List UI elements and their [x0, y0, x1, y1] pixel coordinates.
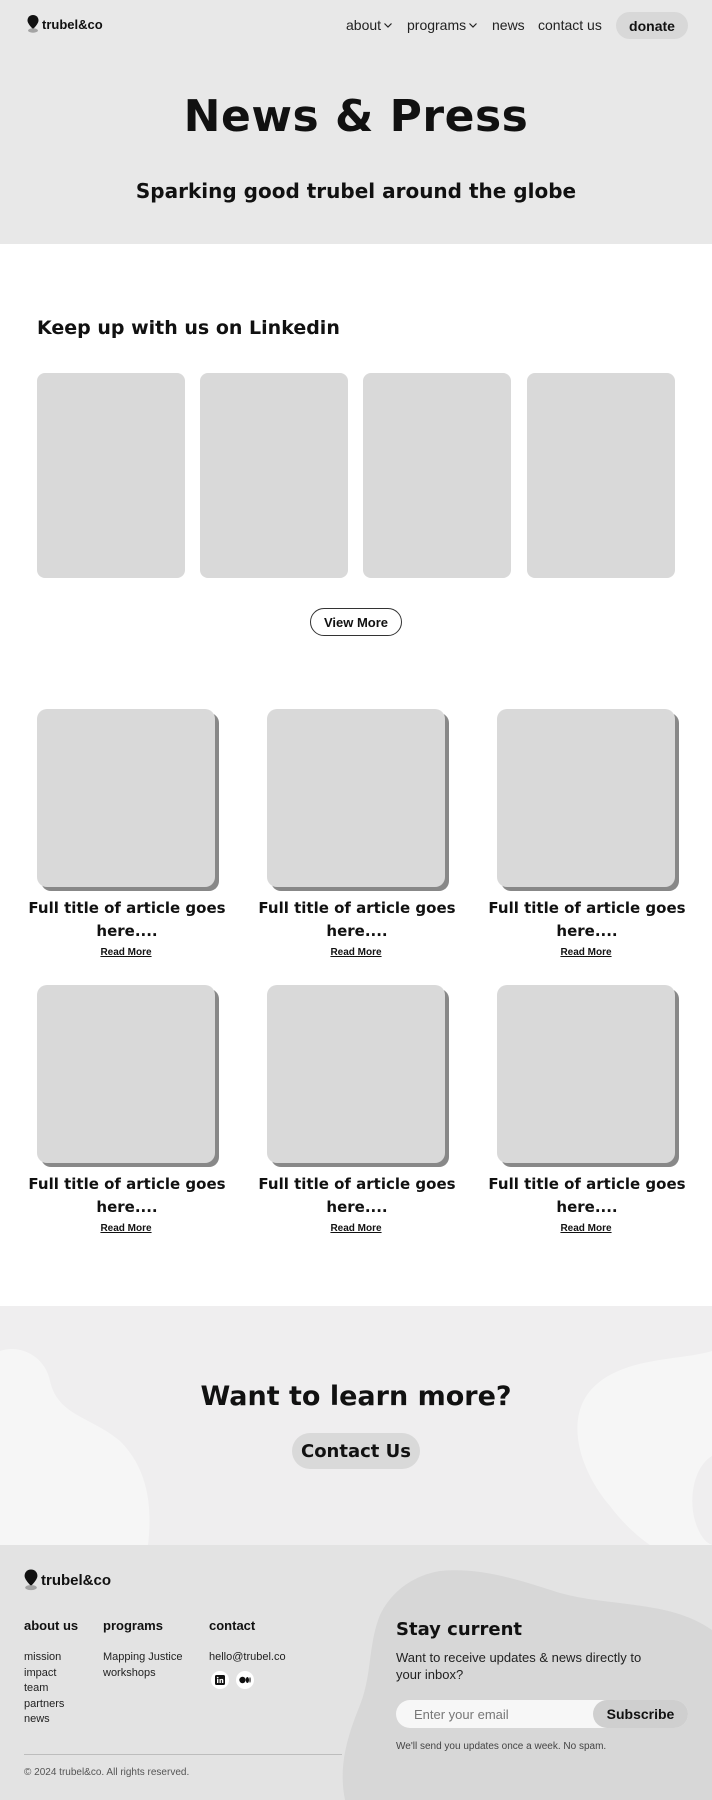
nav-item-label: about: [346, 17, 382, 33]
footer-brand-name: trubel&co: [41, 1571, 112, 1589]
article-thumbnail[interactable]: [37, 709, 215, 887]
newsletter-title: Stay current: [396, 1619, 523, 1640]
hero-section: [0, 51, 712, 244]
nav-item-about[interactable]: [346, 17, 393, 33]
chevron-down-icon: [468, 20, 478, 30]
read-more-link[interactable]: Read More: [560, 1223, 612, 1234]
read-more-link[interactable]: Read More: [100, 947, 152, 958]
article-thumbnail[interactable]: [267, 709, 445, 887]
footer-about-list: [24, 1650, 64, 1728]
donate-button[interactable]: donate: [616, 12, 688, 39]
subscribe-button[interactable]: Subscribe: [593, 1700, 688, 1728]
brand-name: trubel&co: [42, 16, 103, 32]
footer-link-mission[interactable]: mission: [24, 1651, 62, 1663]
footer-programs-heading: programs: [103, 1618, 163, 1633]
top-navigation-bar: [0, 0, 712, 51]
nav-item-news[interactable]: [492, 17, 525, 33]
footer-link-news[interactable]: news: [24, 1713, 50, 1725]
footer-link-partners[interactable]: partners: [24, 1697, 65, 1710]
footer-link-impact[interactable]: impact: [24, 1666, 57, 1679]
read-more-link[interactable]: Read More: [560, 947, 612, 958]
read-more-link[interactable]: Read More: [330, 947, 382, 958]
nav-item-label: contact us: [538, 17, 602, 33]
linkedin-post-card[interactable]: [363, 373, 511, 578]
linkedin-section-title: Keep up with us on Linkedin: [37, 317, 340, 339]
email-field[interactable]: [414, 1700, 584, 1728]
article-title: Full title of article goes here....: [28, 1175, 226, 1216]
pin-logo-icon: [27, 15, 39, 33]
read-more-link[interactable]: Read More: [100, 1223, 152, 1234]
learn-more-section: [0, 1306, 712, 1545]
nav-item-label: news: [492, 17, 525, 33]
linkedin-icon[interactable]: [211, 1671, 229, 1689]
logo[interactable]: [27, 15, 103, 33]
linkedin-post-card[interactable]: [200, 373, 348, 578]
chevron-down-icon: [383, 20, 393, 30]
article-thumbnail[interactable]: [267, 985, 445, 1163]
article-title: Full title of article goes here....: [28, 899, 226, 940]
view-more-button[interactable]: View More: [310, 608, 402, 636]
nav-item-label: programs: [407, 17, 467, 33]
article-title: Full title of article goes here....: [488, 1175, 686, 1216]
article-title: Full title of article goes here....: [488, 899, 686, 940]
contact-us-button[interactable]: Contact Us: [292, 1433, 420, 1469]
page-subtitle: Sparking good trubel around the globe: [135, 179, 577, 203]
medium-icon[interactable]: [236, 1671, 254, 1689]
decorative-blob-shapes: [0, 1306, 712, 1545]
copyright-text: © 2024 trubel&co. All rights reserved.: [24, 1767, 190, 1778]
article-title: Full title of article goes here....: [258, 1175, 456, 1216]
read-more-link[interactable]: Read More: [330, 1223, 382, 1234]
footer-contact-heading: contact: [209, 1618, 256, 1633]
newsletter-description: Want to receive updates & news directly to your inbox?: [396, 1650, 642, 1682]
footer-link-workshops[interactable]: workshops: [103, 1666, 156, 1679]
footer-divider: [24, 1754, 342, 1755]
footer-contact-email[interactable]: hello@trubel.co: [209, 1651, 286, 1663]
footer-logo[interactable]: [24, 1569, 111, 1591]
pin-logo-icon: [24, 1569, 38, 1591]
nav-item-programs[interactable]: [407, 17, 478, 33]
footer-link-mapping-justice[interactable]: Mapping Justice: [103, 1651, 183, 1663]
nav-item-contact-us[interactable]: [538, 17, 602, 33]
article-thumbnail[interactable]: [497, 709, 675, 887]
footer: [0, 1545, 712, 1800]
footer-contact-list: [209, 1650, 286, 1666]
page-title: News & Press: [183, 91, 529, 142]
newsletter-note: We'll send you updates once a week. No spam.: [396, 1741, 607, 1752]
linkedin-post-card[interactable]: [527, 373, 675, 578]
linkedin-post-card[interactable]: [37, 373, 185, 578]
footer-programs-list: [103, 1650, 183, 1681]
article-title: Full title of article goes here....: [258, 899, 456, 940]
article-thumbnail[interactable]: [37, 985, 215, 1163]
footer-about-heading: about us: [24, 1618, 79, 1633]
article-thumbnail[interactable]: [497, 985, 675, 1163]
learn-more-title: Want to learn more?: [200, 1381, 512, 1412]
footer-link-team[interactable]: team: [24, 1682, 49, 1694]
